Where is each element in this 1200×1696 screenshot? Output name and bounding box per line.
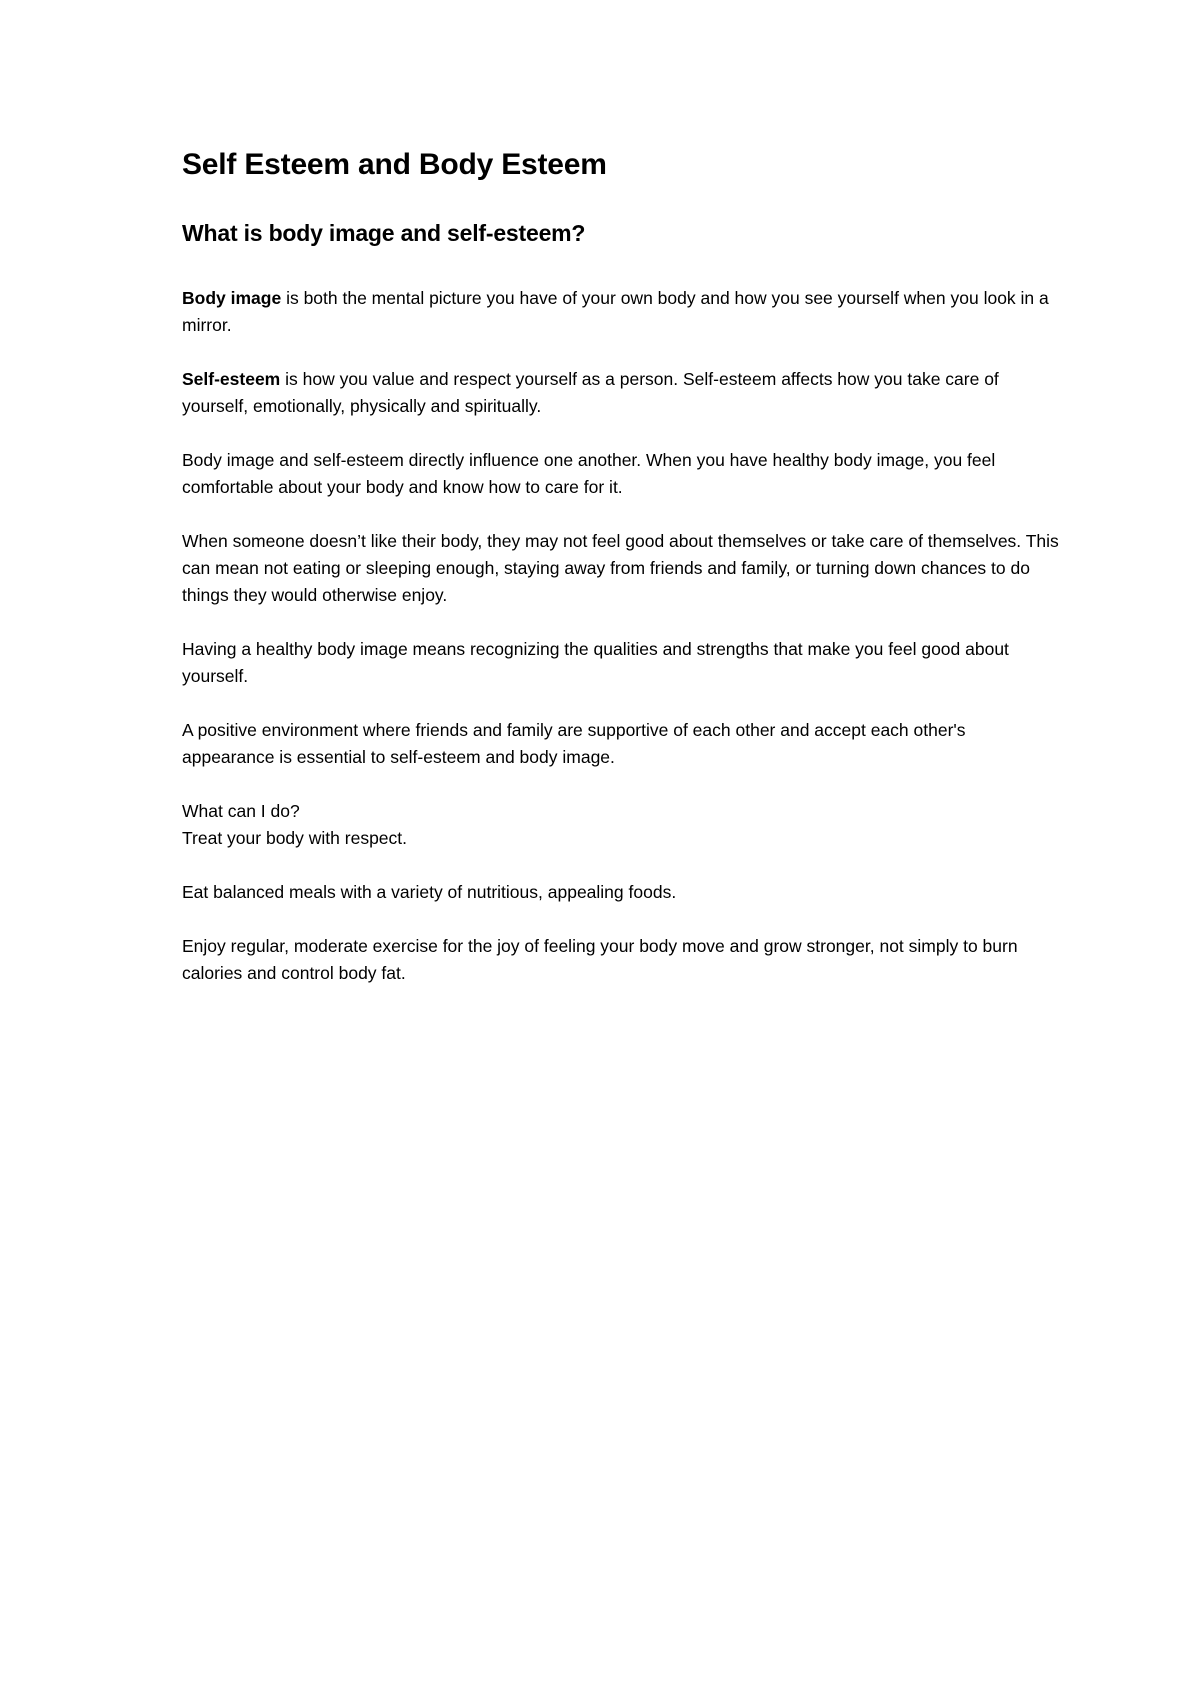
paragraph-influence: Body image and self-esteem directly influence one another. When you have healthy body image, you feel comfortable about your body and know how to care for it. [182,450,996,497]
body-image-definition: is both the mental picture you have of your own body and how you see yourself when you look in a mirror. [182,288,1049,335]
paragraph-treat: Treat your body with respect. [182,828,408,848]
self-esteem-definition: is how you value and respect yourself as a person. Self-esteem affects how you take care of yourself, emotionally, physically and spiritually. [182,369,999,416]
paragraph-dislike: When someone doesn’t like their body, they may not feel good about themselves or take care of themselves. This can mean not eating or sleeping enough, staying away from friends and family, or turning down chances to do things they would otherwise enjoy. [182,531,1059,605]
section-heading: What is body image and self-esteem? [182,220,586,246]
term-body-image: Body image [182,288,282,308]
paragraph-environment: A positive environment where friends and family are supportive of each other and accept each other's appearance is essential to self-esteem and body image. [182,720,966,767]
paragraph-eat: Eat balanced meals with a variety of nutritious, appealing foods. [182,882,677,902]
paragraph-exercise: Enjoy regular, moderate exercise for the joy of feeling your body move and grow stronger, not simply to burn calories and control body fat. [182,936,1018,983]
document-title: Self Esteem and Body Esteem [182,148,607,181]
document-content [182,145,1062,1014]
paragraph-body-image [182,285,1062,339]
term-self-esteem: Self-esteem [182,369,281,389]
paragraph-healthy: Having a healthy body image means recognizing the qualities and strengths that make you feel good about yourself. [182,639,1009,686]
paragraph-self-esteem [182,366,1062,420]
paragraph-what-can-i-do: What can I do? [182,801,300,821]
